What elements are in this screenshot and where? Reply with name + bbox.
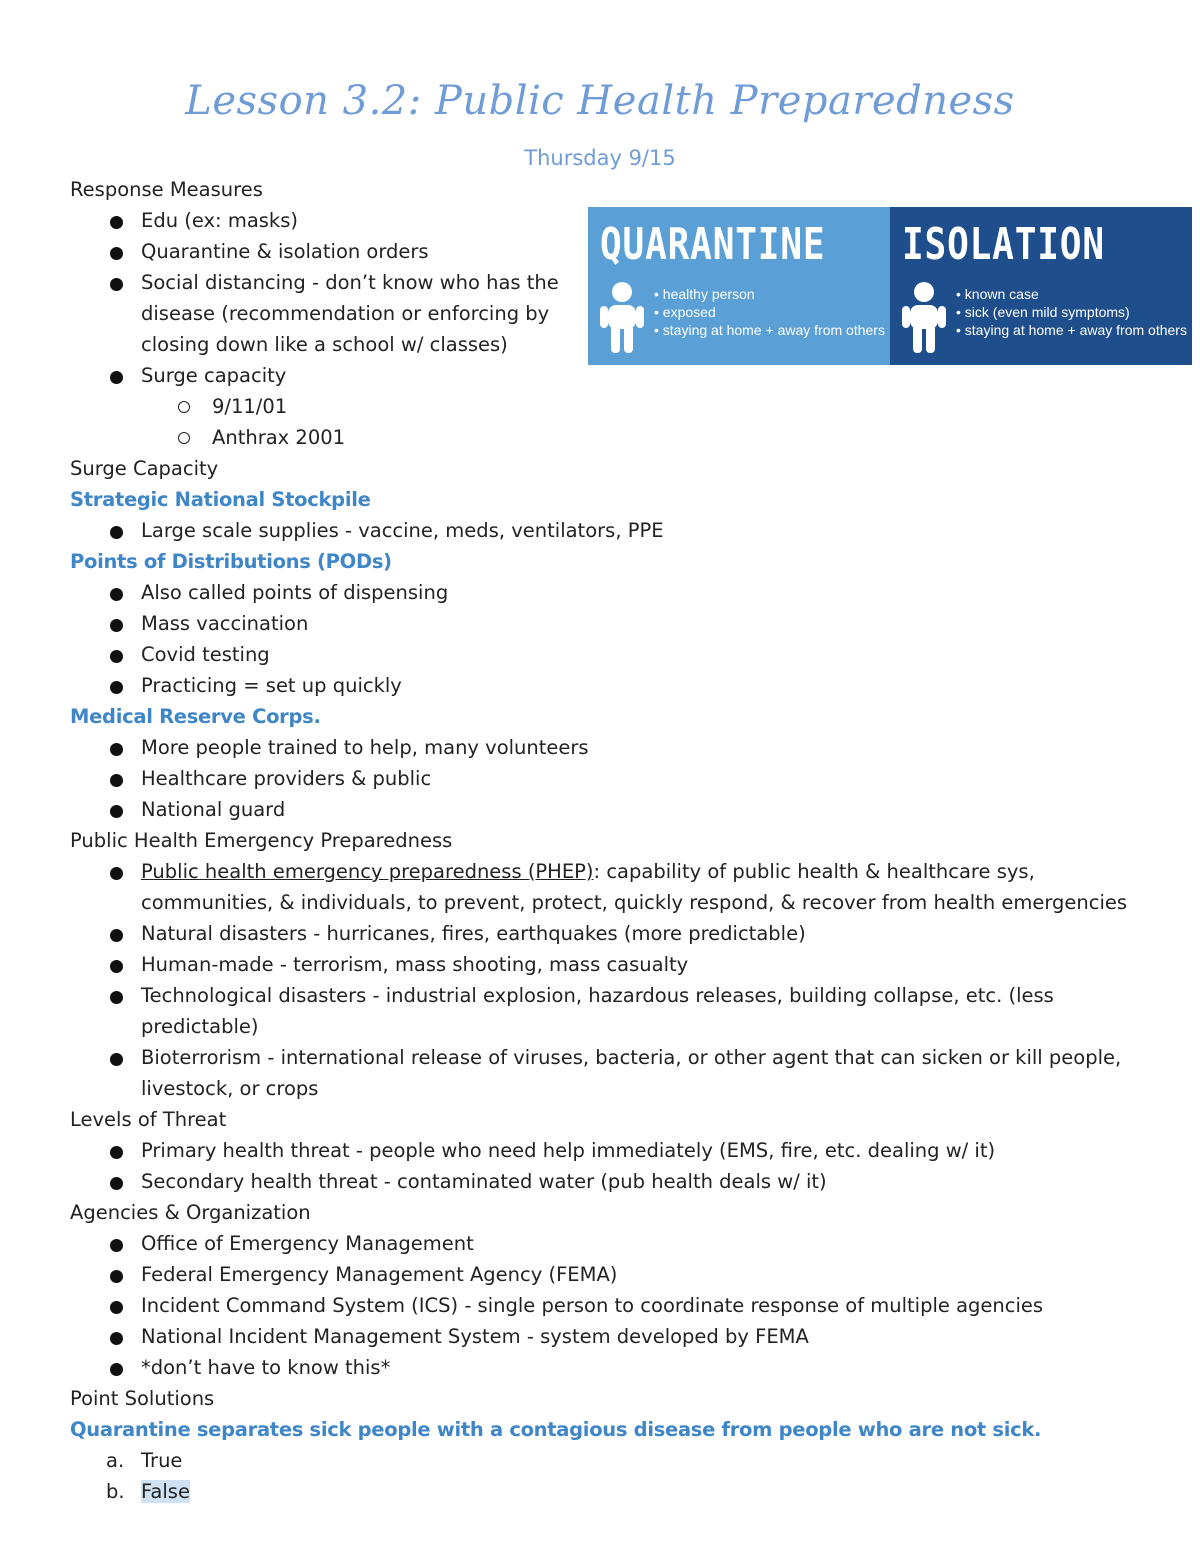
isolation-item: • sick (even mild symptoms)	[956, 303, 1187, 321]
list-item: Incident Command System (ICS) - single person to coordinate response of multiple agencies	[70, 1290, 1150, 1321]
sub-list-item: Anthrax 2001	[70, 422, 1150, 453]
sub-list-item: 9/11/01	[70, 391, 1150, 422]
phep-list	[70, 856, 1150, 1104]
quiz-option	[70, 1445, 1150, 1476]
list-item: Natural disasters - hurricanes, fires, earthquakes (more predictable)	[70, 918, 1150, 949]
section-heading-threat: Levels of Threat	[70, 1108, 227, 1131]
list-item: Social distancing - don’t know who has the disease (recommendation or enforcing by closing down like a school w/ classes)	[70, 267, 561, 360]
list-item: Covid testing	[70, 639, 1150, 670]
list-item: Healthcare providers & public	[70, 763, 1150, 794]
quarantine-title: QUARANTINE	[600, 219, 826, 270]
section-heading-phep: Public Health Emergency Preparedness	[70, 829, 453, 852]
list-item: Surge capacity	[70, 360, 561, 391]
quarantine-item: • staying at home + away from others	[654, 321, 885, 339]
threat-list	[70, 1135, 1150, 1197]
quiz-question: Quarantine separates sick people with a contagious disease from people who are not sick.	[70, 1418, 1042, 1441]
section-heading-surge: Surge Capacity	[70, 457, 219, 480]
list-item: More people trained to help, many volunteers	[70, 732, 1150, 763]
list-item: Mass vaccination	[70, 608, 1150, 639]
list-item: Large scale supplies - vaccine, meds, ventilators, PPE	[70, 515, 1150, 546]
option-marker: a.	[106, 1449, 125, 1472]
isolation-item: • staying at home + away from others	[956, 321, 1187, 339]
list-item: Secondary health threat - contaminated water (pub health deals w/ it)	[70, 1166, 1150, 1197]
section-heading-agencies: Agencies & Organization	[70, 1201, 311, 1224]
phep-definition: : capability of public health & healthcare sys, communities, & individuals, to prevent, protect, quickly respond, & recover from health emergencies	[141, 860, 1128, 914]
list-item: Primary health threat - people who need help immediately (EMS, fire, etc. dealing w/ it)	[70, 1135, 1150, 1166]
list-item: *don’t have to know this*	[70, 1352, 1150, 1383]
list-item: National guard	[70, 794, 1150, 825]
option-label: True	[141, 1449, 183, 1472]
section-heading-point: Point Solutions	[70, 1387, 215, 1410]
section-heading-pods: Points of Distributions (PODs)	[70, 550, 392, 573]
agencies-list	[70, 1228, 1150, 1383]
section-heading-mrc: Medical Reserve Corps.	[70, 705, 321, 728]
isolation-title: ISOLATION	[902, 219, 1105, 270]
list-item: Also called points of dispensing	[70, 577, 1150, 608]
list-item: Bioterrorism - international release of viruses, bacteria, or other agent that can sicken or kill people, livestock, or crops	[70, 1042, 1150, 1104]
list-item: Office of Emergency Management	[70, 1228, 1150, 1259]
list-item: Human-made - terrorism, mass shooting, mass casualty	[70, 949, 1150, 980]
option-marker: b.	[106, 1480, 125, 1503]
sns-list	[70, 515, 1150, 546]
section-heading-sns: Strategic National Stockpile	[70, 488, 371, 511]
list-item	[70, 856, 1150, 918]
response-list	[70, 205, 1150, 453]
list-item: Technological disasters - industrial explosion, hazardous releases, building collapse, etc. (less predictable)	[70, 980, 1150, 1042]
quarantine-item: • exposed	[654, 303, 885, 321]
list-item: Quarantine & isolation orders	[70, 236, 561, 267]
pods-list	[70, 577, 1150, 701]
phep-term: Public health emergency preparedness (PHEP)	[141, 860, 594, 883]
list-item: Federal Emergency Management Agency (FEMA)	[70, 1259, 1150, 1290]
section-heading-response: Response Measures	[70, 178, 263, 201]
isolation-item: • known case	[956, 285, 1187, 303]
list-item: Practicing = set up quickly	[70, 670, 1150, 701]
notes-body	[70, 174, 1150, 1507]
list-item: National Incident Management System - system developed by FEMA	[70, 1321, 1150, 1352]
quiz-option	[70, 1476, 1150, 1507]
list-item: Edu (ex: masks)	[70, 205, 561, 236]
quarantine-item: • healthy person	[654, 285, 885, 303]
page-date: Thursday 9/15	[524, 146, 676, 170]
page-title: Lesson 3.2: Public Health Preparedness	[185, 78, 1015, 124]
mrc-list	[70, 732, 1150, 825]
option-label-highlighted: False	[141, 1480, 190, 1503]
quiz-options	[70, 1445, 1150, 1507]
